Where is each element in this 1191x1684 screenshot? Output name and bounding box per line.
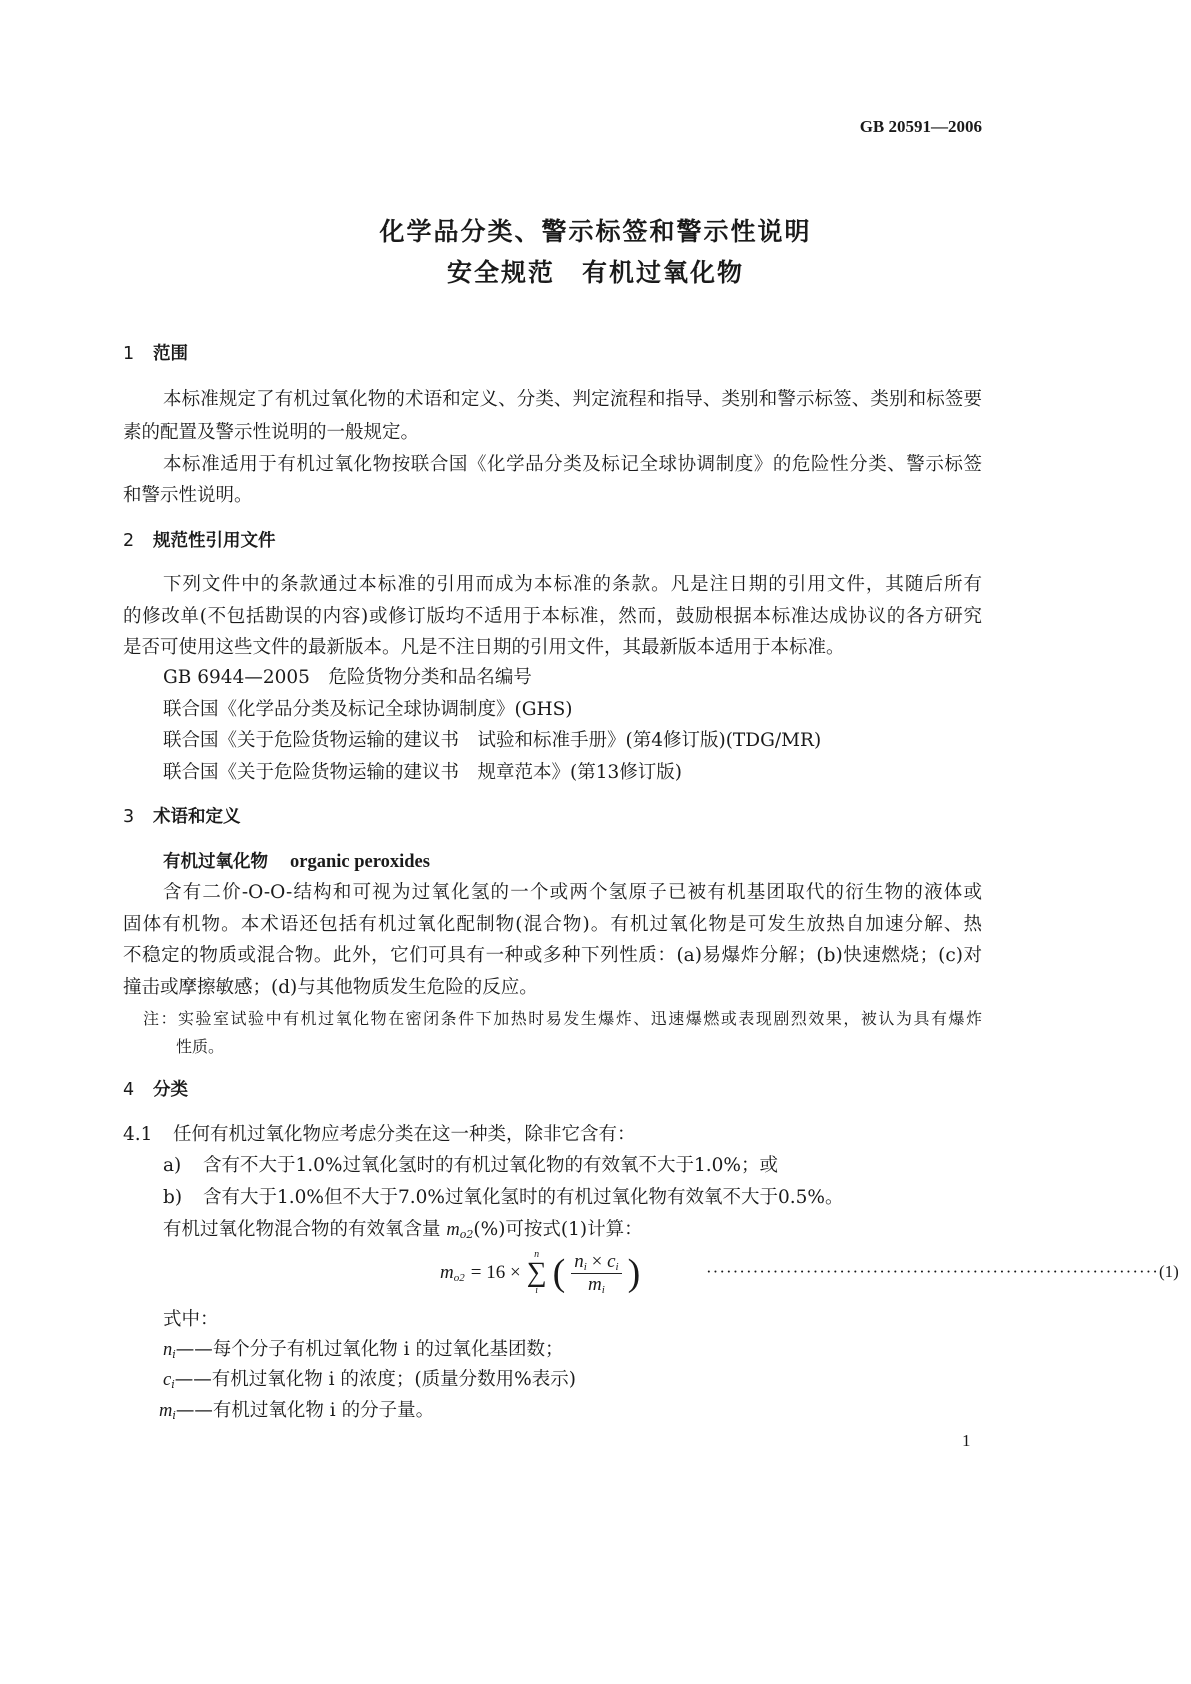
equation-label: (1) — [1158, 1262, 1179, 1281]
section-title: 分类 — [153, 1080, 188, 1100]
page-number: 1 — [962, 1431, 971, 1450]
section-title: 范围 — [153, 344, 188, 364]
denominator-m: m — [588, 1273, 602, 1295]
numerator-n: n — [574, 1250, 584, 1272]
section-number: 2 — [123, 531, 135, 551]
reference-item: 联合国《关于危险货物运输的建议书 规章范本》(第13修订版) — [163, 762, 682, 783]
paragraph-line: 下列文件中的条款通过本标准的引用而成为本标准的条款。凡是注日期的引用文件，其随后所有 — [163, 574, 982, 595]
paragraph-line: 的修改单(不包括勘误的内容)或修订版均不适用于本标准，然而，鼓励根据本标准达成协议的各方研究 — [123, 606, 982, 627]
paragraph-line: 和警示性说明。 — [123, 485, 253, 506]
term-chinese: 有机过氧化物 — [163, 852, 268, 872]
definition-line: 含有二价-O-O-结构和可视为过氧化氢的一个或两个氢原子已被有机基团取代的衍生物的液体或 — [163, 882, 982, 903]
reference-item: GB 6944—2005 危险货物分类和品名编号 — [163, 667, 532, 688]
sum-lower: i — [535, 1285, 539, 1296]
clause-number: 4.1 — [123, 1124, 153, 1145]
symbol: m — [159, 1401, 173, 1421]
variable-definition — [163, 1368, 576, 1397]
times-sign: × — [591, 1250, 603, 1272]
paragraph-line: 素的配置及警示性说明的一般规定。 — [123, 422, 420, 443]
equals-16-times: = 16 × — [470, 1262, 521, 1283]
description: ——每个分子有机过氧化物 i 的过氧化基团数； — [175, 1339, 564, 1360]
variable-definition — [159, 1399, 434, 1428]
sum-upper: n — [534, 1249, 540, 1260]
reference-item: 联合国《化学品分类及标记全球协调制度》(GHS) — [163, 699, 573, 720]
description: ——有机过氧化物 i 的分子量。 — [175, 1400, 435, 1421]
where-label: 式中： — [163, 1309, 219, 1330]
symbol-subscript: i — [171, 1378, 175, 1391]
left-paren: ( — [552, 1252, 566, 1294]
section-3-heading — [123, 805, 241, 829]
variable-subscript: o2 — [459, 1228, 474, 1241]
section-2-heading — [123, 529, 276, 553]
section-title: 术语和定义 — [153, 807, 241, 827]
document-title-line1: 化学品分类、警示标签和警示性说明 — [379, 217, 812, 246]
definition-line: 不稳定的物质或混合物。此外，它们可具有一种或多种下列性质：(a)易爆炸分解；(b)快速燃烧；(c)对 — [123, 945, 982, 966]
clause-text: 任何有机过氧化物应考虑分类在这一种类，除非它含有： — [173, 1124, 636, 1145]
note-line: 性质。 — [176, 1037, 225, 1056]
standard-code: GB 20591—2006 — [859, 117, 982, 136]
leader-dots: ···································································· — [706, 1262, 1159, 1281]
list-text: 含有大于1.0%但不大于7.0%过氧化氢时的有机过氧化物有效氧不大于0.5%。 — [203, 1187, 844, 1208]
summation-symbol: n ∑ i — [526, 1249, 547, 1296]
numerator-c: c — [607, 1250, 616, 1272]
list-label: a) — [163, 1155, 182, 1176]
list-text: 含有不大于1.0%过氧化氢时的有机过氧化物的有效氧不大于1.0%；或 — [203, 1155, 779, 1176]
note-line: 注：实验室试验中有机过氧化物在密闭条件下加热时易发生爆炸、迅速爆燃或表现剧烈效果，被认为具有爆炸 — [143, 1009, 982, 1028]
subscript: i — [601, 1283, 605, 1296]
term-english: organic peroxides — [290, 852, 430, 872]
reference-item: 联合国《关于危险货物运输的建议书 试验和标准手册》(第4修订版)(TDG/MR) — [163, 730, 822, 751]
symbol-subscript: i — [172, 1409, 176, 1422]
intro-text: 有机过氧化物混合物的有效氧含量 — [163, 1219, 441, 1240]
equation-number — [706, 1262, 1179, 1282]
equation-1 — [440, 1250, 640, 1296]
lhs-subscript: o2 — [453, 1272, 465, 1284]
description: ——有机过氧化物 i 的浓度；(质量分数用%表示) — [174, 1369, 576, 1390]
intro-text: (%)可按式(1)计算： — [473, 1219, 643, 1240]
section-1-heading — [123, 342, 188, 366]
definition-line: 固体有机物。本术语还包括有机过氧化配制物(混合物)。有机过氧化物是可发生放热自加速分解、热 — [123, 914, 982, 935]
section-title: 规范性引用文件 — [153, 531, 276, 551]
section-number: 3 — [123, 807, 135, 827]
section-number: 1 — [123, 344, 135, 364]
section-4-heading — [123, 1078, 188, 1102]
subscript: i — [583, 1260, 587, 1273]
calculation-intro — [163, 1218, 643, 1247]
variable: m — [446, 1220, 460, 1240]
paragraph-line: 本标准适用于有机过氧化物按联合国《化学品分类及标记全球协调制度》的危险性分类、警示标签 — [163, 454, 982, 475]
fraction — [571, 1251, 621, 1296]
variable-definition — [163, 1338, 563, 1367]
lhs-symbol: m — [440, 1262, 454, 1283]
clause-4-1 — [123, 1123, 636, 1147]
right-paren: ) — [627, 1252, 641, 1294]
section-number: 4 — [123, 1080, 135, 1100]
list-item-b — [163, 1186, 844, 1210]
definition-line: 撞击或摩擦敏感；(d)与其他物质发生危险的反应。 — [123, 977, 538, 998]
symbol: n — [163, 1340, 173, 1360]
document-title-line2: 安全规范 有机过氧化物 — [446, 258, 744, 287]
symbol: c — [163, 1370, 172, 1390]
term-entry — [163, 850, 430, 874]
paragraph-line: 本标准规定了有机过氧化物的术语和定义、分类、判定流程和指导、类别和警示标签、类别和标签要 — [163, 389, 982, 410]
paragraph-line: 是否可使用这些文件的最新版本。凡是不注日期的引用文件，其最新版本适用于本标准。 — [123, 637, 845, 658]
symbol-subscript: i — [172, 1348, 176, 1361]
list-label: b) — [163, 1187, 183, 1208]
subscript: i — [615, 1260, 619, 1273]
list-item-a — [163, 1154, 778, 1178]
